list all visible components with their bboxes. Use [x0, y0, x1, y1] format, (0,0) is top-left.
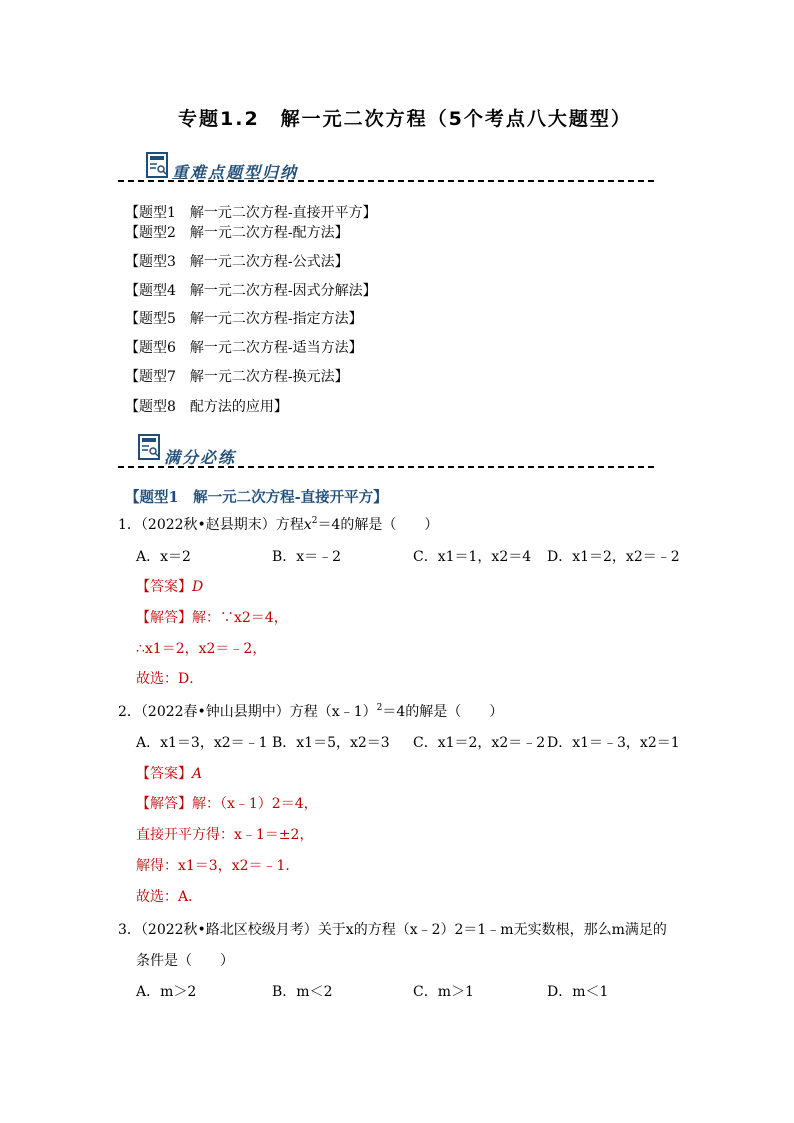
question-2-solution-line: 直接开平方得：x﹣1＝±2，	[136, 827, 314, 843]
section-divider	[118, 180, 654, 182]
toc-item: 【题型4 解一元二次方程-因式分解法】	[125, 283, 377, 299]
document-search-icon	[146, 152, 168, 178]
question-3-stem-cont: 条件是（ ）	[136, 953, 234, 969]
question-2-stem: 2．（2022春•钟山县期中）方程（x﹣1）$^2$＝4的解是（ ）	[118, 703, 504, 720]
question-1-option-c: C．x1＝1，x2＝4	[413, 549, 532, 565]
question-3-option-b: B．m＜2	[272, 984, 333, 1000]
toc-item: 【题型7 解一元二次方程-换元法】	[125, 369, 349, 385]
question-type-heading: 【题型1 解一元二次方程-直接开平方】	[125, 489, 388, 506]
section-heading-practice: 满分必练	[164, 448, 237, 467]
toc-item: 【题型1 解一元二次方程-直接开平方】	[125, 205, 377, 221]
question-1-option-a: A．x＝2	[136, 549, 191, 565]
question-1-option-d: D．x1＝2，x2＝﹣2	[547, 549, 680, 565]
toc-item: 【题型8 配方法的应用】	[125, 399, 288, 415]
question-1-stem: 1．（2022秋•赵县期末）方程$x^2=4$的解是（ ）	[118, 516, 439, 533]
question-2-solution-line: 【解答】解：（x﹣1）2＝4，	[136, 796, 318, 812]
section-divider	[118, 466, 654, 468]
toc-item: 【题型6 解一元二次方程-适当方法】	[125, 340, 363, 356]
section-heading-summary: 重难点题型归纳	[172, 163, 299, 182]
question-2-option-c: C．x1＝2，x2＝﹣2	[413, 735, 546, 751]
toc-item: 【题型5 解一元二次方程-指定方法】	[125, 311, 363, 327]
question-1-answer: 【答案】D	[136, 579, 204, 595]
question-2-solution-line: 解得：x1＝3，x2＝﹣1．	[136, 858, 300, 874]
question-3-option-a: A．m＞2	[136, 984, 197, 1000]
question-2-option-d: D．x1＝﹣3，x2＝1	[547, 735, 680, 751]
question-1-solution-line: 【解答】解：∵x2＝4，	[136, 610, 288, 626]
toc-item: 【题型3 解一元二次方程-公式法】	[125, 254, 349, 270]
question-3-stem: 3．（2022秋•路北区校级月考）关于x的方程（x﹣2）2＝1﹣m无实数根，那么m满足的	[118, 922, 667, 938]
question-2-option-b: B．x1＝5，x2＝3	[272, 735, 390, 751]
document-search-icon	[138, 434, 160, 460]
question-3-option-d: D．m＜1	[547, 984, 609, 1000]
question-2-option-a: A．x1＝3，x2＝﹣1	[136, 735, 268, 751]
question-2-solution-line: 故选：A．	[136, 889, 203, 905]
toc-item: 【题型2 解一元二次方程-配方法】	[125, 225, 349, 241]
question-2-answer: 【答案】A	[136, 766, 203, 782]
question-3-option-c: C．m＞1	[413, 984, 474, 1000]
question-1-solution-line: 故选：D．	[136, 671, 204, 687]
question-1-option-b: B．x＝﹣2	[272, 549, 342, 565]
question-1-solution-line: ∴x1＝2，x2＝﹣2，	[136, 641, 267, 657]
page-title: 专题1.2 解一元二次方程（5个考点八大题型）	[178, 108, 632, 130]
